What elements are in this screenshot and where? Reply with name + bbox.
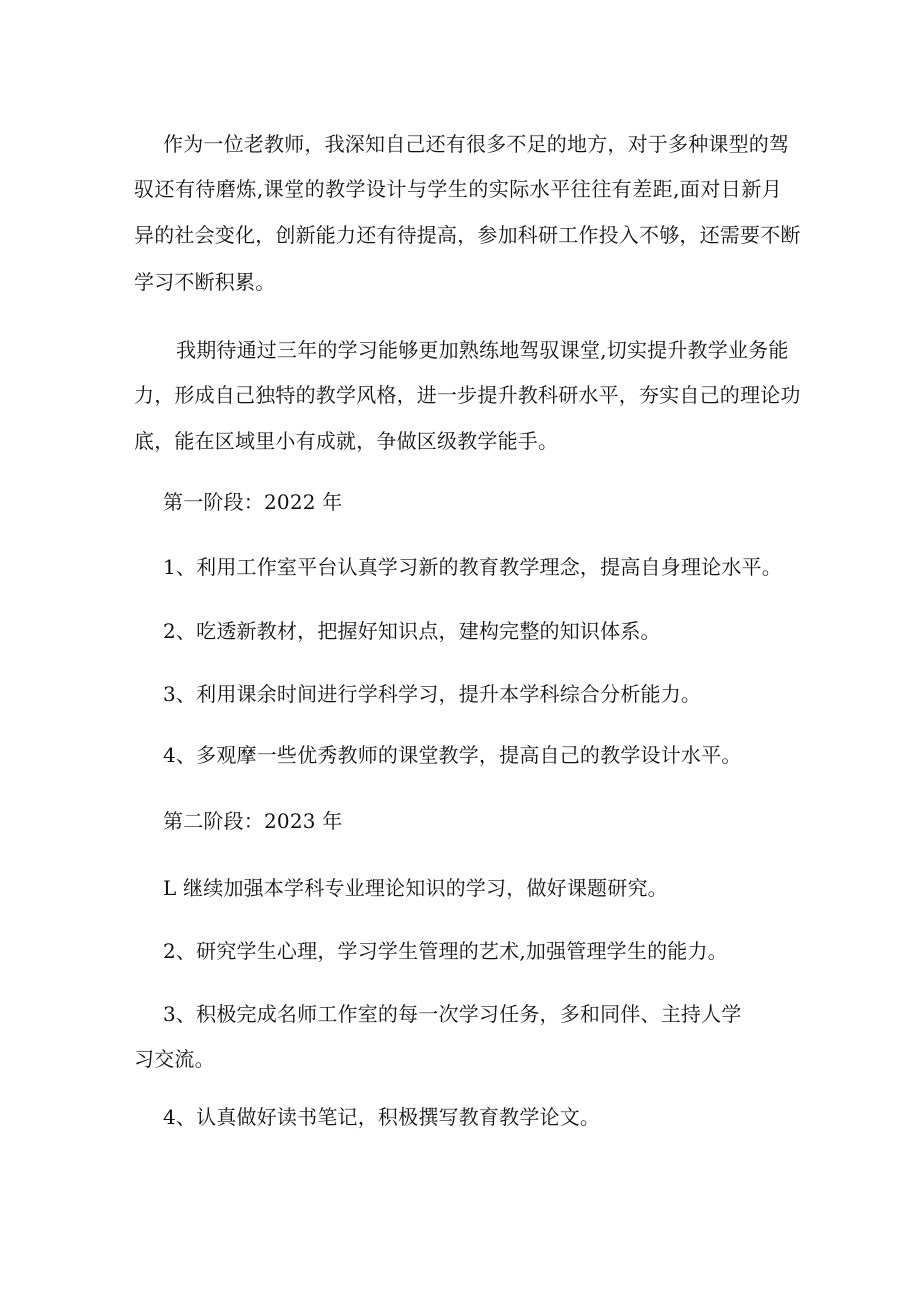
paragraph-2-line-1: 我期待通过三年的学习能够更加熟练地驾驭课堂,切实提升教学业务能 [176, 338, 789, 362]
stage-2-item-3: 3、积极完成名师工作室的每一次学习任务，多和同伴、主持人学 [163, 1002, 742, 1026]
paragraph-1-line-2: 驭还有待磨炼,课堂的教学设计与学生的实际水平往往有差距,面对日新月 [134, 177, 782, 201]
paragraph-1-line-3: 异的社会变化，创新能力还有待提高，参加科研工作投入不够，还需要不断 [134, 223, 801, 247]
paragraph-2-line-2: 力，形成自己独特的教学风格，进一步提升教科研水平，夯实自己的理论功 [134, 383, 801, 407]
stage-2-item-4: 4、认真做好读书笔记，积极撰写教育教学论文。 [163, 1105, 601, 1129]
paragraph-1-line-1: 作为一位老教师，我深知自己还有很多不足的地方，对于多种课型的驾 [163, 132, 790, 156]
stage-2-item-2: 2、研究学生心理，学习学生管理的艺术,加强管理学生的能力。 [163, 939, 728, 963]
stage-1-item-4: 4、多观摩一些优秀教师的课堂教学，提高自己的教学设计水平。 [163, 743, 742, 767]
stage-1-item-3: 3、利用课余时间进行学科学习，提升本学科综合分析能力。 [163, 682, 702, 706]
stage-1-heading: 第一阶段：2022 年 [163, 490, 343, 514]
paragraph-1-line-4: 学习不断积累。 [134, 270, 276, 294]
stage-2-heading: 第二阶段：2023 年 [163, 809, 343, 833]
paragraph-2-line-3: 底，能在区域里小有成就，争做区级教学能手。 [134, 429, 559, 453]
stage-2-item-3-continuation: 习交流。 [134, 1047, 215, 1071]
stage-1-item-2: 2、吃透新教材，把握好知识点，建构完整的知识体系。 [163, 619, 661, 643]
stage-1-item-1: 1、利用工作室平台认真学习新的教育教学理念，提高自身理论水平。 [163, 555, 782, 579]
stage-2-item-1: L 继续加强本学科专业理论知识的学习，做好课题研究。 [163, 876, 668, 900]
